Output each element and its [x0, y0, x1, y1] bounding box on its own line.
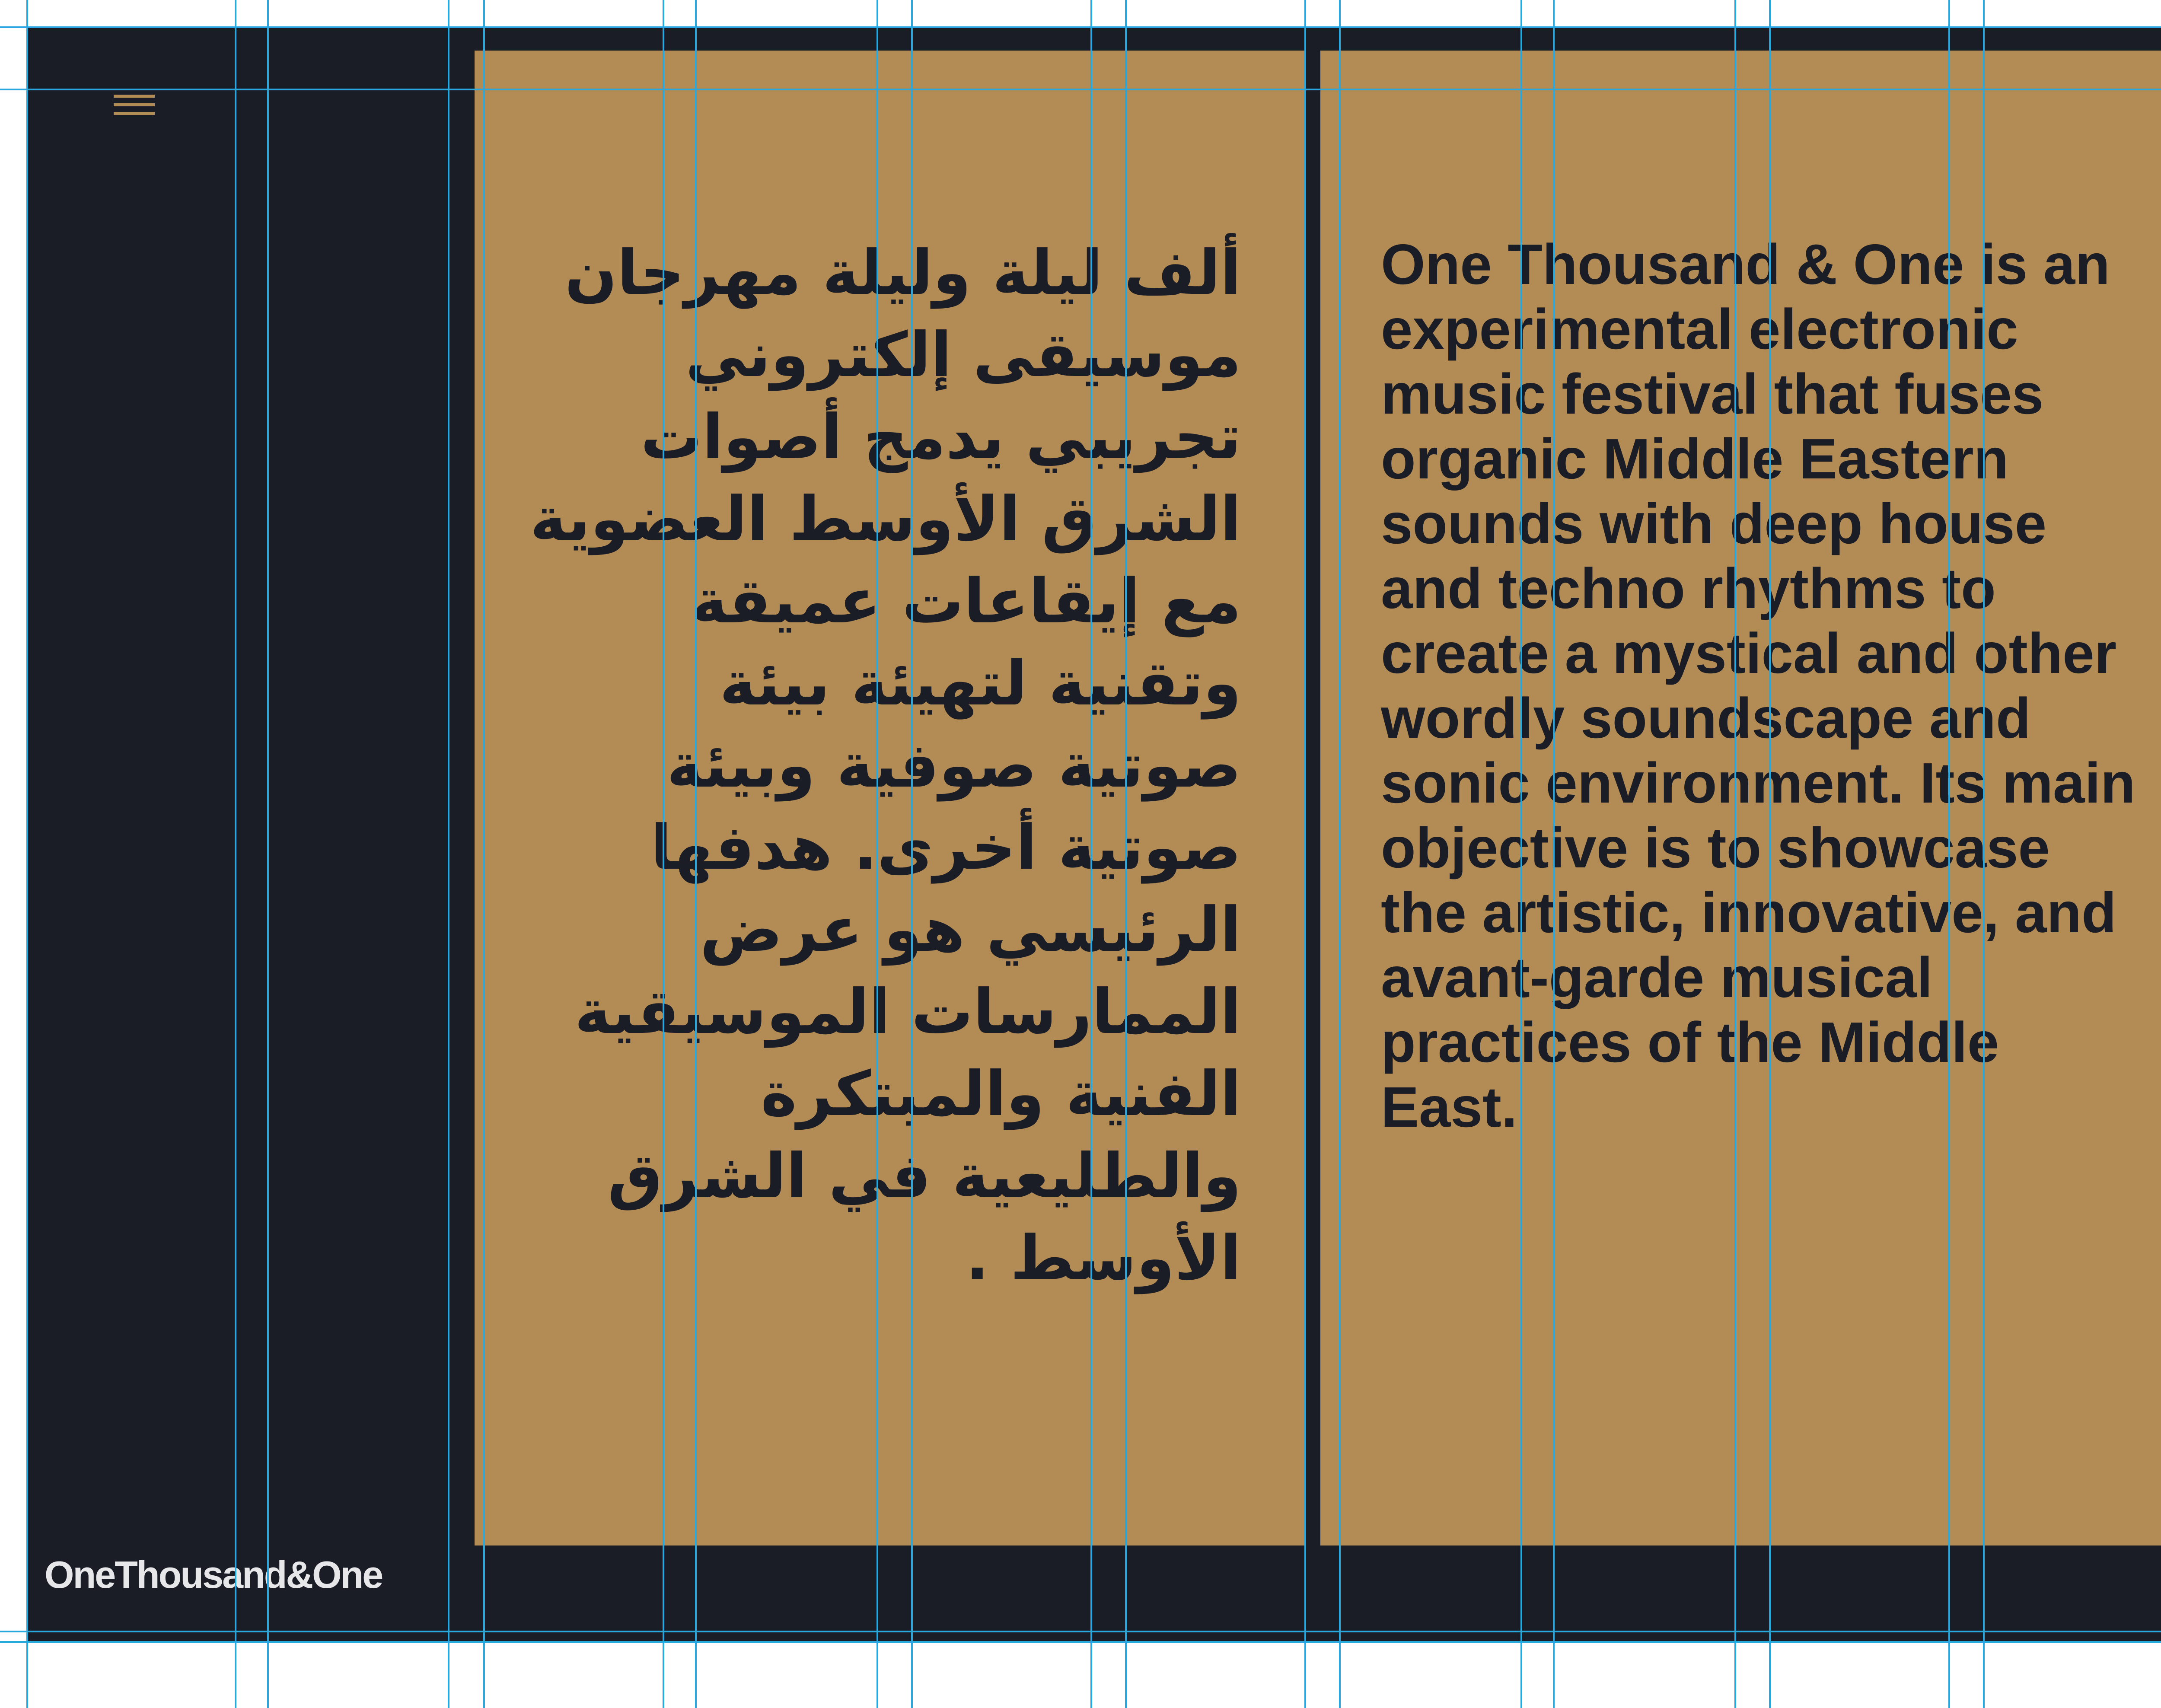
- arabic-description: ألف ليلة وليلة مهرجان موسيقى إلكتروني تجريبي يدمج أصوات الشرق الأوسط العضوية مع إيقاعات عميقة وتقنية لتهيئة بيئة صوتية صوفية وبيئة صوتية أخرى. هدفها الرئيسي هو عرض الممارسات الموسيقية الفنية والمبتكرة والطليعية في الشرق الأوسط .: [530, 237, 1241, 1294]
- logo-english: OneThousand&One: [45, 1553, 382, 1596]
- english-description: One Thousand & One is an experimental electronic music festival that fuses organic Middle Eastern sounds with deep house and techno rhythms to create a mystical and other wordly soundscape and sonic environment. Its main objective is to showcase the artistic, innovative, and avant-garde musical practices of the Middle East.: [1381, 233, 2136, 1139]
- artboard: [27, 27, 2161, 1642]
- arabic-text-panel: [475, 51, 1306, 1545]
- english-text-panel: [1320, 51, 2161, 1545]
- hamburger-menu-icon[interactable]: [114, 92, 155, 118]
